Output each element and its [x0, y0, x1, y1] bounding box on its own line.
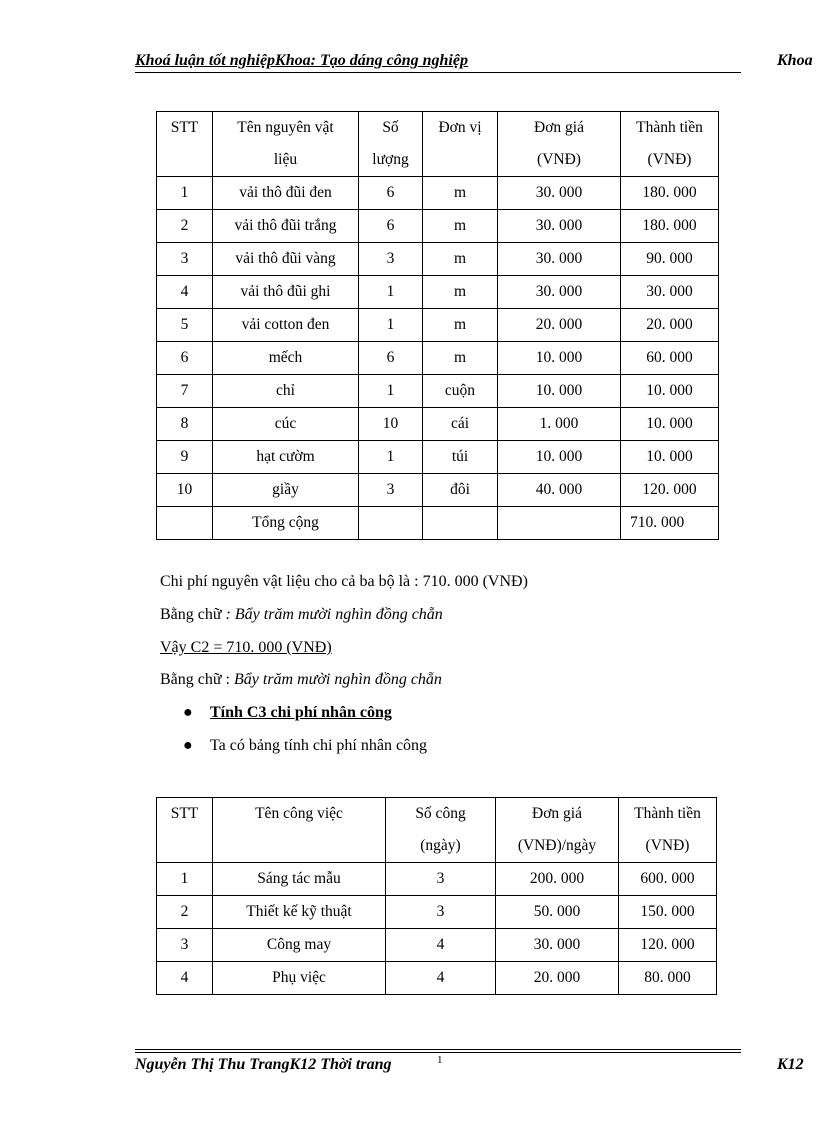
table-row	[157, 375, 719, 408]
table-cell: 30. 000	[496, 929, 619, 962]
table-cell: 200. 000	[496, 863, 619, 896]
table-cell: đôi	[423, 474, 498, 507]
table-row	[157, 210, 719, 243]
table-row	[157, 309, 719, 342]
c2-line: Vậy C2 = 710. 000 (VNĐ)	[160, 639, 332, 656]
column-header-line: Đơn giá	[534, 119, 584, 136]
table-cell: 80. 000	[619, 962, 717, 995]
column-header-line: (VNĐ)	[645, 837, 690, 854]
header-row	[157, 112, 719, 177]
table-cell: m	[423, 210, 498, 243]
table-cell: 2	[157, 896, 213, 929]
table-cell: 1	[359, 276, 423, 309]
bullet-dot-icon: ●	[183, 704, 193, 721]
table-cell: 6	[359, 210, 423, 243]
table-cell: Sáng tác mẫu	[213, 863, 386, 896]
column-header-line: Tên công việc	[255, 805, 343, 822]
table-cell: 8	[157, 408, 213, 441]
column-header-line: STT	[170, 119, 199, 136]
table-cell: 10	[157, 474, 213, 507]
table-cell: 10. 000	[498, 342, 621, 375]
table-row	[157, 441, 719, 474]
footer-author: Nguyễn Thị Thu TrangK12 Thời trang	[135, 1056, 392, 1073]
table-cell: 6	[359, 177, 423, 210]
table-cell: Thiết kế kỹ thuật	[213, 896, 386, 929]
table-cell: giầy	[213, 474, 359, 507]
bullet-c3-heading	[183, 704, 392, 722]
column-header	[386, 798, 496, 863]
table-cell: vải thô đũi trắng	[213, 210, 359, 243]
column-header-line: Đơn vị	[438, 119, 482, 136]
table-row	[157, 177, 719, 210]
column-header-line: Tên nguyên vật	[237, 119, 334, 136]
table-cell: 30. 000	[498, 210, 621, 243]
table-cell: 1	[157, 177, 213, 210]
table-cell: m	[423, 276, 498, 309]
table-cell: 10. 000	[498, 441, 621, 474]
footer-rule	[135, 1049, 741, 1050]
table-cell: 3	[157, 243, 213, 276]
words-text-2: Bẩy trăm mười nghìn đồng chẵn	[234, 671, 442, 688]
column-header	[496, 798, 619, 863]
table-cell: 20. 000	[498, 309, 621, 342]
c3-heading: Tính C3 chi phí nhân công	[210, 704, 392, 721]
table-cell: 10. 000	[621, 375, 719, 408]
column-header-line: (VNĐ)/ngày	[517, 837, 597, 854]
bullet-dot-icon: ●	[183, 737, 193, 754]
table-row	[157, 863, 717, 896]
materials-table	[156, 111, 719, 540]
table-cell: 20. 000	[621, 309, 719, 342]
header-row	[157, 798, 717, 863]
table-cell: chỉ	[213, 375, 359, 408]
table-cell: 10. 000	[498, 375, 621, 408]
table-cell: vải thô đũi vàng	[213, 243, 359, 276]
table-row	[157, 929, 717, 962]
table-row	[157, 474, 719, 507]
column-header-line: Đơn giá	[532, 805, 582, 822]
total-row	[157, 507, 719, 540]
page-number: 1	[437, 1054, 443, 1066]
words-text-1: : Bẩy trăm mười nghìn đồng chẵn	[225, 606, 443, 623]
table-cell: 3	[386, 863, 496, 896]
column-header-line: STT	[170, 805, 199, 822]
table-row	[157, 408, 719, 441]
table-cell: 10	[359, 408, 423, 441]
table-cell: 1	[359, 309, 423, 342]
column-header-line	[213, 830, 385, 862]
table-cell: 1	[359, 441, 423, 474]
table-cell: 600. 000	[619, 863, 717, 896]
amount-in-words-2	[160, 671, 442, 689]
column-header	[213, 798, 386, 863]
table-cell: 5	[157, 309, 213, 342]
column-header	[359, 112, 423, 177]
footer-right-text: K12	[777, 1056, 804, 1073]
table-row	[157, 896, 717, 929]
table-row	[157, 243, 719, 276]
table-cell: 10. 000	[621, 408, 719, 441]
table-cell: 3	[359, 474, 423, 507]
table-cell: 30. 000	[498, 177, 621, 210]
column-header-line: Thành tiền	[634, 805, 701, 822]
column-header	[619, 798, 717, 863]
column-header-line	[157, 830, 212, 862]
table-cell: 4	[157, 276, 213, 309]
words-prefix-2: Bằng chữ :	[160, 671, 234, 688]
total-value: 710. 000	[621, 507, 719, 540]
table-cell: 30. 000	[621, 276, 719, 309]
table-cell: 10. 000	[621, 441, 719, 474]
table-cell: 1. 000	[498, 408, 621, 441]
material-cost-line: Chi phí nguyên vật liệu cho cả ba bộ là : 710. 000 (VNĐ)	[160, 573, 528, 590]
table-cell: 50. 000	[496, 896, 619, 929]
table-cell: Phụ việc	[213, 962, 386, 995]
labor-table	[156, 797, 717, 995]
table-cell: 180. 000	[621, 210, 719, 243]
table-cell: 3	[359, 243, 423, 276]
table-row	[157, 962, 717, 995]
table-cell: cúc	[213, 408, 359, 441]
table-cell: 6	[359, 342, 423, 375]
table-cell: 4	[386, 929, 496, 962]
table-cell: hạt cườm	[213, 441, 359, 474]
table-row	[157, 342, 719, 375]
empty-cell	[359, 507, 423, 540]
table-cell: 90. 000	[621, 243, 719, 276]
table-cell: 2	[157, 210, 213, 243]
empty-cell	[157, 507, 213, 540]
empty-cell	[498, 507, 621, 540]
column-header	[157, 798, 213, 863]
table-cell: vải thô đũi ghi	[213, 276, 359, 309]
table-cell: mếch	[213, 342, 359, 375]
column-header-line	[157, 144, 212, 176]
table-cell: 30. 000	[498, 276, 621, 309]
column-header-line: (ngày)	[420, 837, 461, 854]
table-cell: 120. 000	[621, 474, 719, 507]
column-header-line: Thành tiền	[636, 119, 703, 136]
empty-cell	[423, 507, 498, 540]
table-row	[157, 276, 719, 309]
table-cell: 6	[157, 342, 213, 375]
column-header	[213, 112, 359, 177]
table-cell: cuộn	[423, 375, 498, 408]
words-prefix-1: Bằng chữ	[160, 606, 226, 623]
table-cell: 120. 000	[619, 929, 717, 962]
column-header	[157, 112, 213, 177]
table-cell: 40. 000	[498, 474, 621, 507]
table-cell: m	[423, 309, 498, 342]
column-header	[423, 112, 498, 177]
bullet-labor-intro	[183, 737, 427, 755]
column-header-line: liệu	[273, 151, 298, 168]
table-cell: 7	[157, 375, 213, 408]
header-title: Khoá luận tốt nghiệpKhoa: Tạo dáng công nghiệp	[135, 52, 741, 73]
column-header-line	[423, 144, 497, 176]
table-cell: 9	[157, 441, 213, 474]
table-cell: m	[423, 177, 498, 210]
column-header	[621, 112, 719, 177]
column-header-line: (VNĐ)	[537, 151, 581, 168]
column-header-line: Số	[382, 119, 399, 136]
table-cell: m	[423, 342, 498, 375]
table-cell: 150. 000	[619, 896, 717, 929]
table-cell: 20. 000	[496, 962, 619, 995]
table-cell: vải cotton đen	[213, 309, 359, 342]
table-cell: 60. 000	[621, 342, 719, 375]
table-cell: m	[423, 243, 498, 276]
header-right-text: Khoa	[777, 52, 813, 69]
labor-intro-text: Ta có bảng tính chi phí nhân công	[210, 737, 428, 754]
column-header-line: (VNĐ)	[647, 151, 692, 168]
column-header	[498, 112, 621, 177]
table-cell: 4	[157, 962, 213, 995]
table-cell: 3	[157, 929, 213, 962]
table-cell: 1	[359, 375, 423, 408]
table-cell: 1	[157, 863, 213, 896]
table-cell: 180. 000	[621, 177, 719, 210]
table-cell: túi	[423, 441, 498, 474]
amount-in-words-1	[160, 606, 443, 624]
table-cell: Công may	[213, 929, 386, 962]
footer-rule	[135, 1052, 741, 1053]
table-cell: 30. 000	[498, 243, 621, 276]
table-cell: cái	[423, 408, 498, 441]
table-cell: 4	[386, 962, 496, 995]
table-cell: vải thô đũi đen	[213, 177, 359, 210]
column-header-line: Số công	[415, 805, 466, 822]
table-cell: 3	[386, 896, 496, 929]
total-label: Tổng cộng	[213, 507, 359, 540]
column-header-line: lượng	[372, 151, 409, 168]
